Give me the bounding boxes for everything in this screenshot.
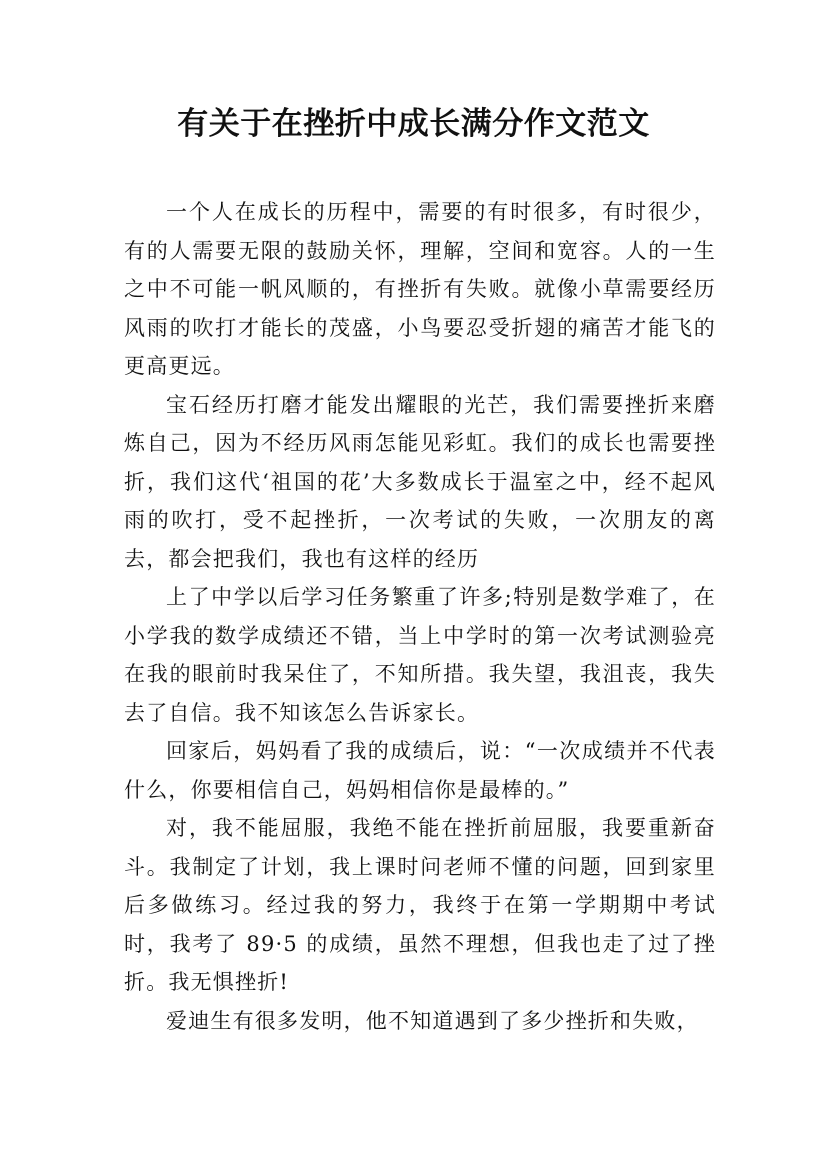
paragraph-4: 回家后，妈妈看了我的成绩后，说：“一次成绩并不代表什么，你要相信自己，妈妈相信你是最棒的。”	[124, 739, 716, 802]
paragraph-5: 对，我不能屈服，我绝不能在挫折前屈服，我要重新奋斗。我制定了计划，我上课时问老师不懂的问题，回到家里后多做练习。经过我的努力，我终于在第一学期期中考试时，我考了 89·5 的成绩，虽然不理想，但我也走了过了挫折。我无惧挫折!	[124, 816, 716, 994]
document-title: 有关于在挫折中成长满分作文范文	[177, 106, 650, 142]
document-body	[124, 193, 716, 1040]
paragraph-6: 爱迪生有很多发明，他不知道遇到了多少挫折和失败，	[166, 1008, 699, 1033]
paragraph-3: 上了中学以后学习任务繁重了许多;特别是数学难了，在小学我的数学成绩还不错，当上中学时的第一次考试测验亮在我的眼前时我呆住了，不知所措。我失望，我沮丧，我失去了自信。我不知该怎么告诉家长。	[124, 585, 716, 725]
paragraph-1: 一个人在成长的历程中，需要的有时很多，有时很少，有的人需要无限的鼓励关怀，理解，空间和宽容。人的一生之中不可能一帆风顺的，有挫折有失败。就像小草需要经历风雨的吹打才能长的茂盛，小鸟要忍受折翅的痛苦才能飞的更高更远。	[124, 200, 716, 378]
paragraph-2: 宝石经历打磨才能发出耀眼的光芒，我们需要挫折来磨炼自己，因为不经历风雨怎能见彩虹。我们的成长也需要挫折，我们这代‘祖国的花’大多数成长于温室之中，经不起风雨的吹打，受不起挫折，一次考试的失败，一次朋友的离去，都会把我们，我也有这样的经历	[124, 392, 716, 571]
